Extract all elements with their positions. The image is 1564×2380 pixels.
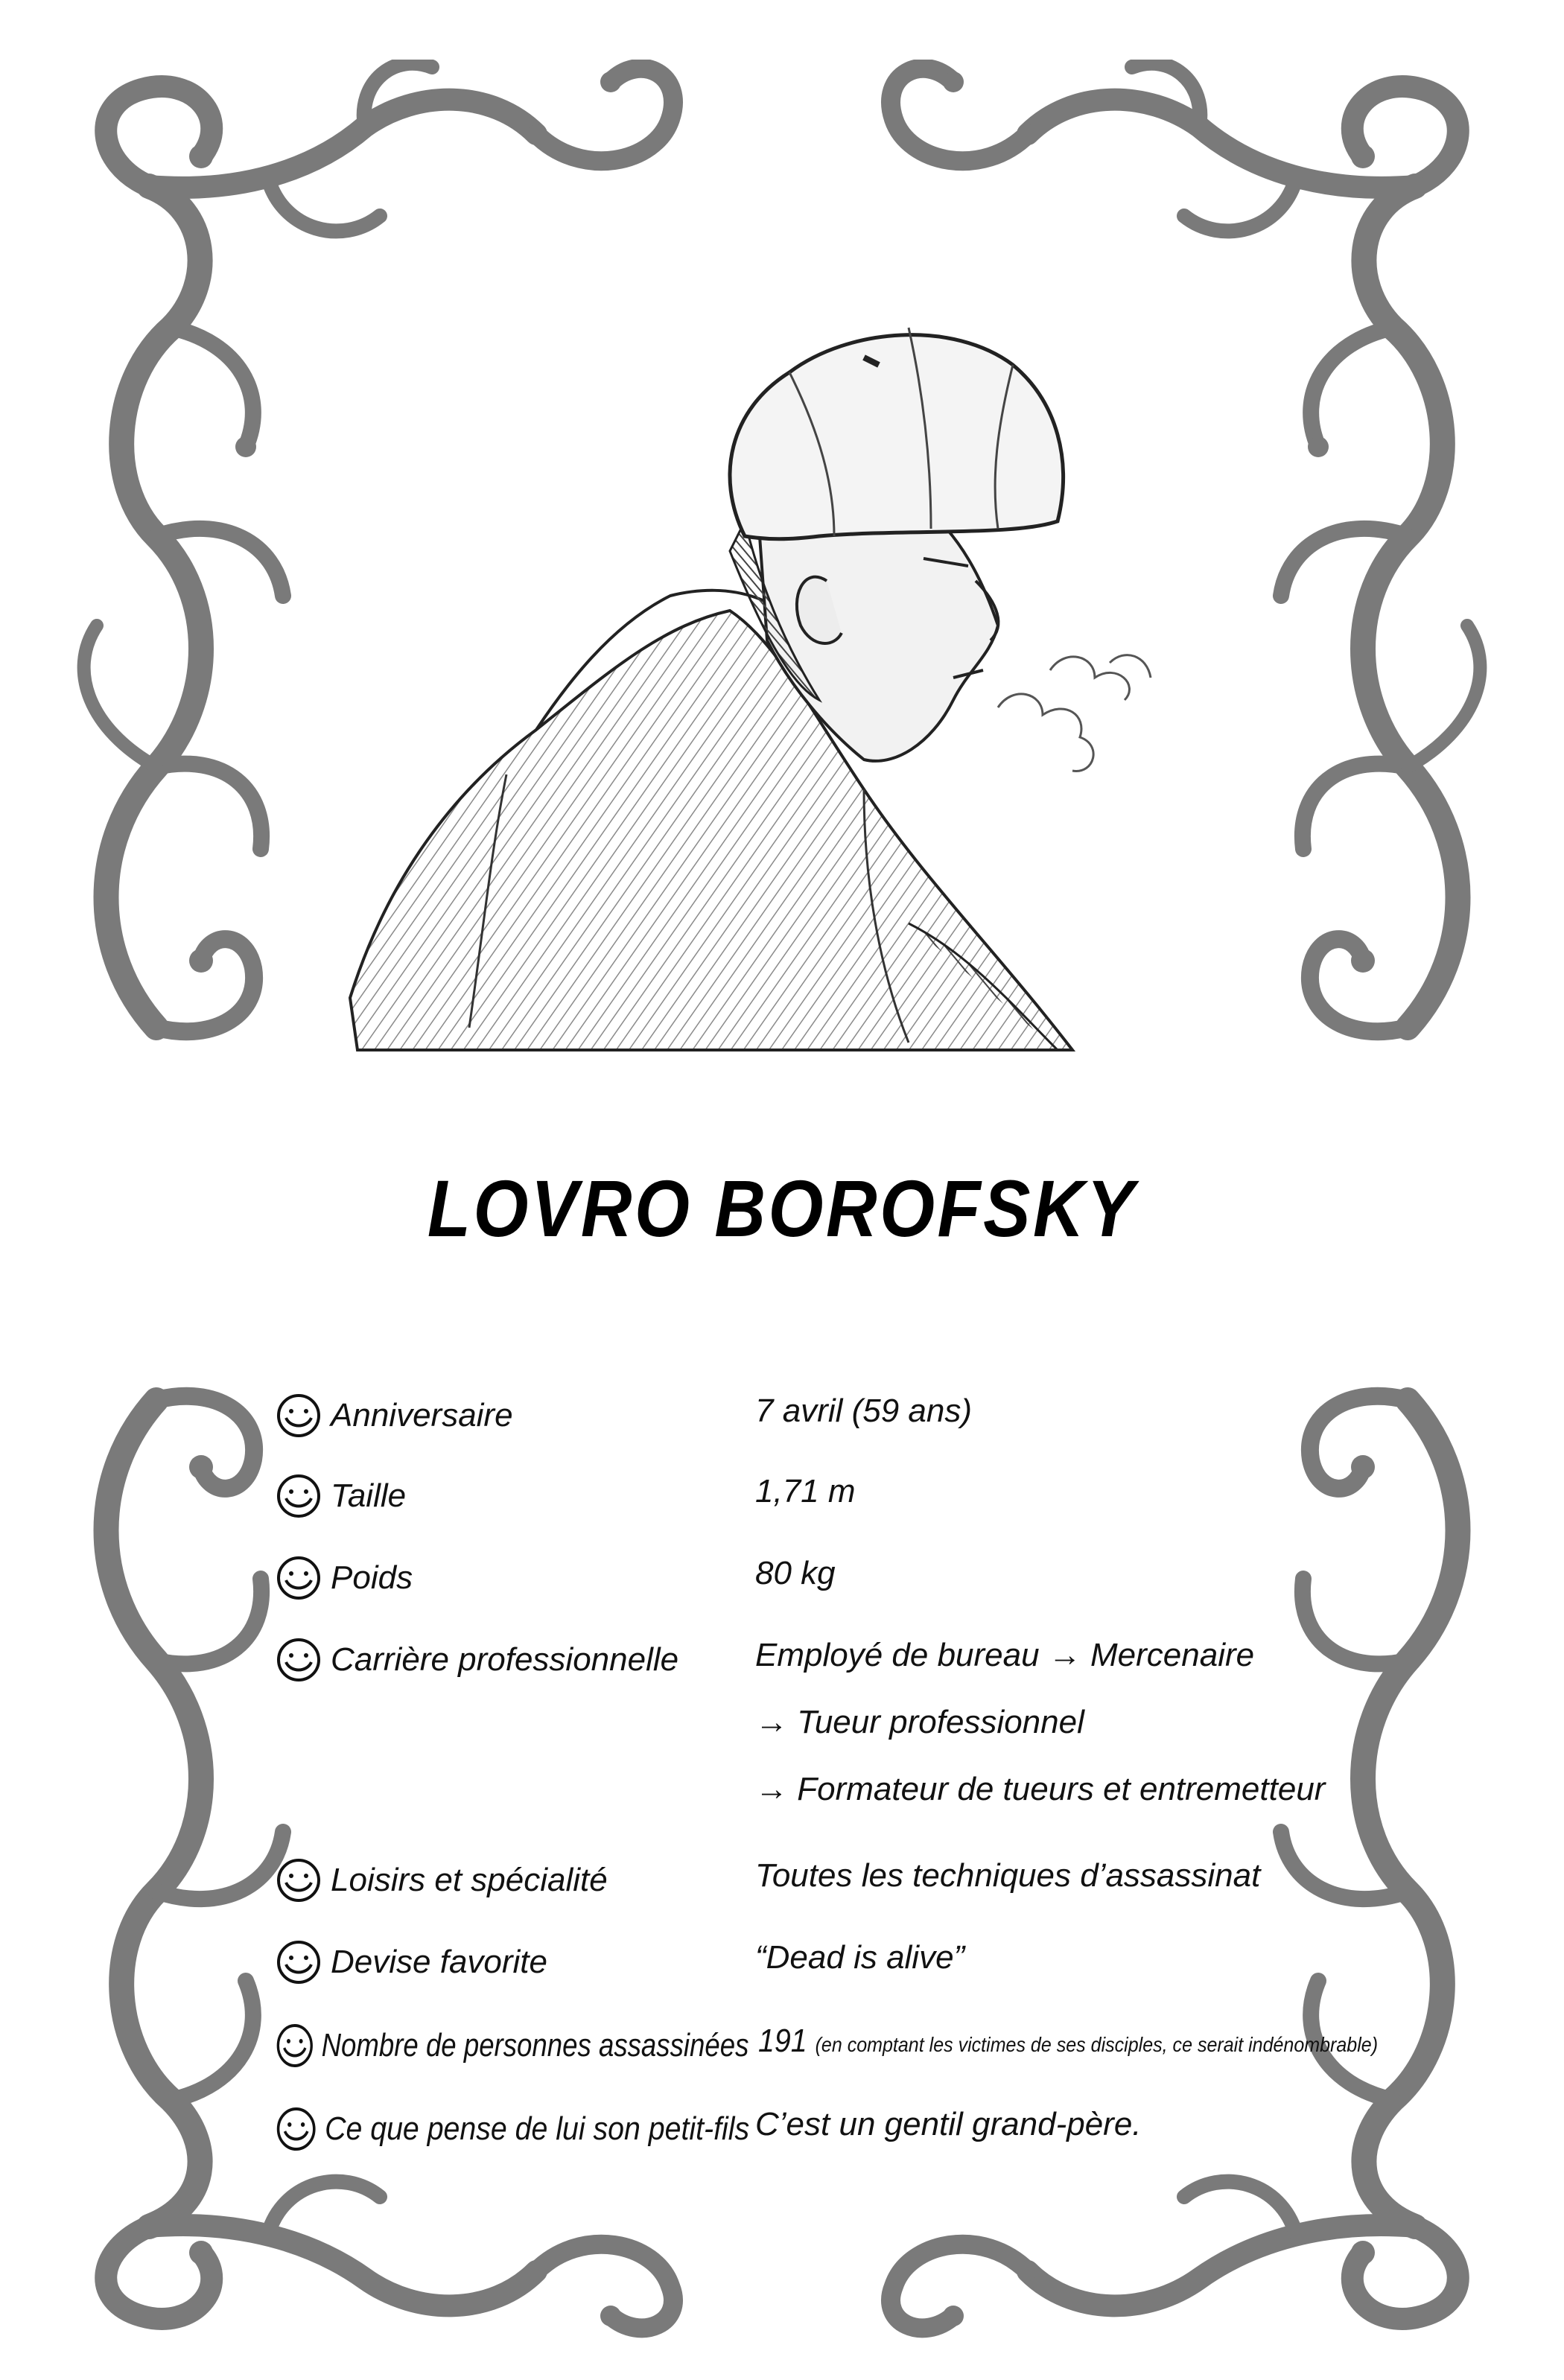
kill-count-note: (en comptant les victimes de ses disciples, ce serait indénombrable) (815, 2033, 1379, 2056)
smiley-face-icon (276, 1473, 322, 1519)
info-value: C’est un gentil grand-père. (755, 2106, 1142, 2142)
info-value: Employé de bureau → Mercenaire (755, 1637, 1255, 1673)
info-label (276, 1939, 547, 1985)
info-label-text: Devise favorite (331, 1944, 548, 1980)
info-label (276, 2106, 749, 2152)
info-label (276, 1555, 413, 1601)
info-value-line-2: → Tueur professionnel (755, 1704, 1084, 1740)
info-value: “Dead is alive” (755, 1939, 965, 1976)
info-value: Toutes les techniques d’assassinat (755, 1857, 1261, 1894)
info-label-text: Taille (331, 1477, 407, 1514)
info-label-text: Carrière professionnelle (331, 1641, 679, 1678)
character-portrait-illustration (343, 313, 1177, 1072)
smiley-face-icon (276, 1555, 322, 1601)
info-value: 1,71 m (755, 1473, 856, 1509)
info-label-text: Poids (331, 1559, 413, 1596)
info-label (276, 1473, 406, 1519)
bottom-right-ornament (864, 1355, 1519, 2338)
smiley-face-icon (276, 2023, 314, 2069)
kill-count-value: 191 (758, 2023, 807, 2059)
info-label-text: Nombre de personnes assassinées (321, 2027, 749, 2064)
smiley-face-icon (276, 1939, 322, 1985)
info-label-text: Ce que pense de lui son petit-fils (325, 2110, 750, 2147)
info-label (276, 1393, 513, 1439)
info-label-text: Loisirs et spécialité (331, 1862, 608, 1898)
smiley-face-icon (276, 2106, 317, 2152)
info-value: 80 kg (755, 1555, 836, 1591)
info-value (758, 2023, 1378, 2060)
smiley-face-icon (276, 1637, 322, 1683)
info-label (276, 1857, 608, 1903)
info-value: 7 avril (59 ans) (755, 1393, 973, 1429)
info-label-text: Anniversaire (331, 1397, 513, 1434)
info-value-line-3: → Formateur de tueurs et entremetteur (755, 1771, 1326, 1807)
info-label (276, 2023, 748, 2069)
character-name-title: LOVRO BOROFSKY (427, 1163, 1137, 1253)
info-label (276, 1637, 678, 1683)
smiley-face-icon (276, 1393, 322, 1439)
smiley-face-icon (276, 1857, 322, 1903)
